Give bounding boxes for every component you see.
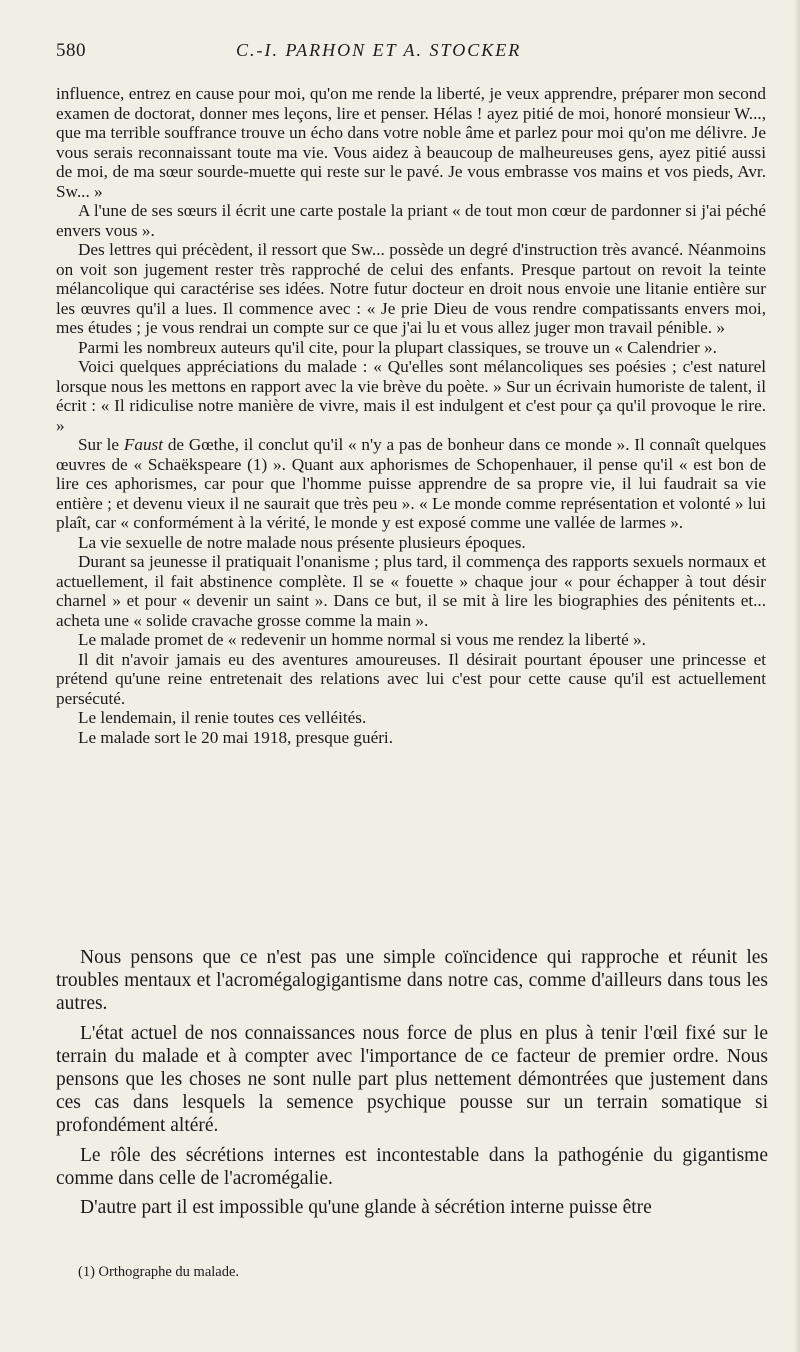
case-report-text <box>56 84 766 747</box>
paragraph: Parmi les nombreux auteurs qu'il cite, pour la plupart classiques, se trouve un « Calendrier ». <box>78 337 717 357</box>
paragraph: A l'une de ses sœurs il écrit une carte postale la priant « de tout mon cœur de pardonner si j'ai péché envers vous ». <box>56 201 766 240</box>
footnote: (1) Orthographe du malade. <box>78 1264 240 1280</box>
paragraph <box>56 435 766 533</box>
paragraph: Voici quelques appréciations du malade : « Qu'elles sont mélancoliques ses poésies ; c'est naturel lorsque nous les mettons en rapport avec la vie brève du poète. » Sur un écrivain humoriste de talent, il écrit : « Il ridiculise notre manière de vivre, mais il est indulgent et c'est pour ça qu'il provoque le rire. » <box>56 357 766 435</box>
page-edge <box>794 0 800 1352</box>
paragraph: Le malade sort le 20 mai 1918, presque guéri. <box>78 727 394 747</box>
paragraph: influence, entrez en cause pour moi, qu'on me rende la liberté, je veux apprendre, préparer mon second examen de doctorat, donner mes leçons, lire et penser. Hélas ! ayez pitié de moi, honoré monsieur W..., que ma terrible souffrance trouve un écho dans votre noble âme et parlez pour moi qu'on me délivre. Je vous serais reconnaissant toute ma vie. Vous aidez à beaucoup de malheureuses gens, ayez pitié aussi de moi, de ma sœur sourde-muette qui reste sur le pavé. Je vous embrasse vos mains et vos pieds, Avr. Sw... » <box>56 84 766 201</box>
page-number: 580 <box>56 40 86 61</box>
paragraph: Le malade promet de « redevenir un homme normal si vous me rendez la liberté ». <box>78 630 646 649</box>
text-run: de Gœthe, il conclut qu'il « n'y a pas de bonheur dans ce monde ». Il connaît quelques œuvres de « Schaëkspeare (1) ». Quant aux aphorismes de Schopenhauer, il pense qu'il « est bon de lire ces aphorismes, car pour que l'homme puisse apprendre de sa propre vie, il lui faudrait sa vie entière ; et devenu vieux il ne saurait que très peu ». « Le monde comme représentation et volonté » lui plaît, car « conformément à la vérité, le monde y est exposé comme une vallée de larmes ». <box>56 435 767 532</box>
paragraph: Le lendemain, il renie toutes ces velléités. <box>78 708 367 727</box>
discussion-text <box>56 946 768 1225</box>
paragraph: D'autre part il est impossible qu'une glande à sécrétion interne puisse être <box>80 1197 652 1219</box>
text-run: Sur le <box>78 435 120 454</box>
paragraph: La vie sexuelle de notre malade nous présente plusieurs époques. <box>78 532 526 552</box>
running-head: C.-I. PARHON ET A. STOCKER <box>236 40 522 60</box>
paragraph: Nous pensons que ce n'est pas une simple coïncidence qui rapproche et réunit les troubles mentaux et l'acromégalogigantisme dans notre cas, comme d'ailleurs dans tous les autres. <box>56 947 768 1015</box>
paragraph: L'état actuel de nos connaissances nous force de plus en plus à tenir l'œil fixé sur le terrain du malade et à compter avec l'importance de ce facteur de premier ordre. Nous pensons que les choses ne sont nulle part plus nettement démontrées que justement dans ces cas dans lesquels la semence psychique pousse sur un terrain somatique si profondément altéré. <box>56 1022 768 1137</box>
italic-title: Faust <box>123 435 164 454</box>
paragraph: Il dit n'avoir jamais eu des aventures amoureuses. Il désirait pourtant épouser une princesse et prétend qu'une reine entretenait des relations avec lui c'est pour cette cause qu'il est actuellement persécuté. <box>56 649 766 708</box>
paragraph: Durant sa jeunesse il pratiquait l'onanisme ; plus tard, il commença des rapports sexuels normaux et actuellement, il fait abstinence complète. Il se « fouette » chaque jour « pour échapper à tout désir charnel » et pour « devenir un saint ». Dans ce but, il se mit à lire les biographies des pénitents et... acheta une « solide cravache grosse comme la main ». <box>56 552 766 630</box>
paragraph: Des lettres qui précèdent, il ressort que Sw... possède un degré d'instruction très avancé. Néanmoins on voit son jugement rester très rapproché de celui des enfants. Presque partout on revoit la teinte mélancolique qui caractérise ses idées. Notre futur docteur en droit nous envoie une litanie entière sur les œuvres qu'il a lues. Il commence avec : « Je prie Dieu de vous rendre compatissants envers moi, mes études ; je vous rendrai un compte sur ce que j'ai lu et vous allez juger mon travail pénible. » <box>56 240 766 337</box>
paragraph: Le rôle des sécrétions internes est incontestable dans la pathogénie du gigantisme comme dans celle de l'acromégalie. <box>56 1144 768 1189</box>
page-header <box>56 40 768 66</box>
